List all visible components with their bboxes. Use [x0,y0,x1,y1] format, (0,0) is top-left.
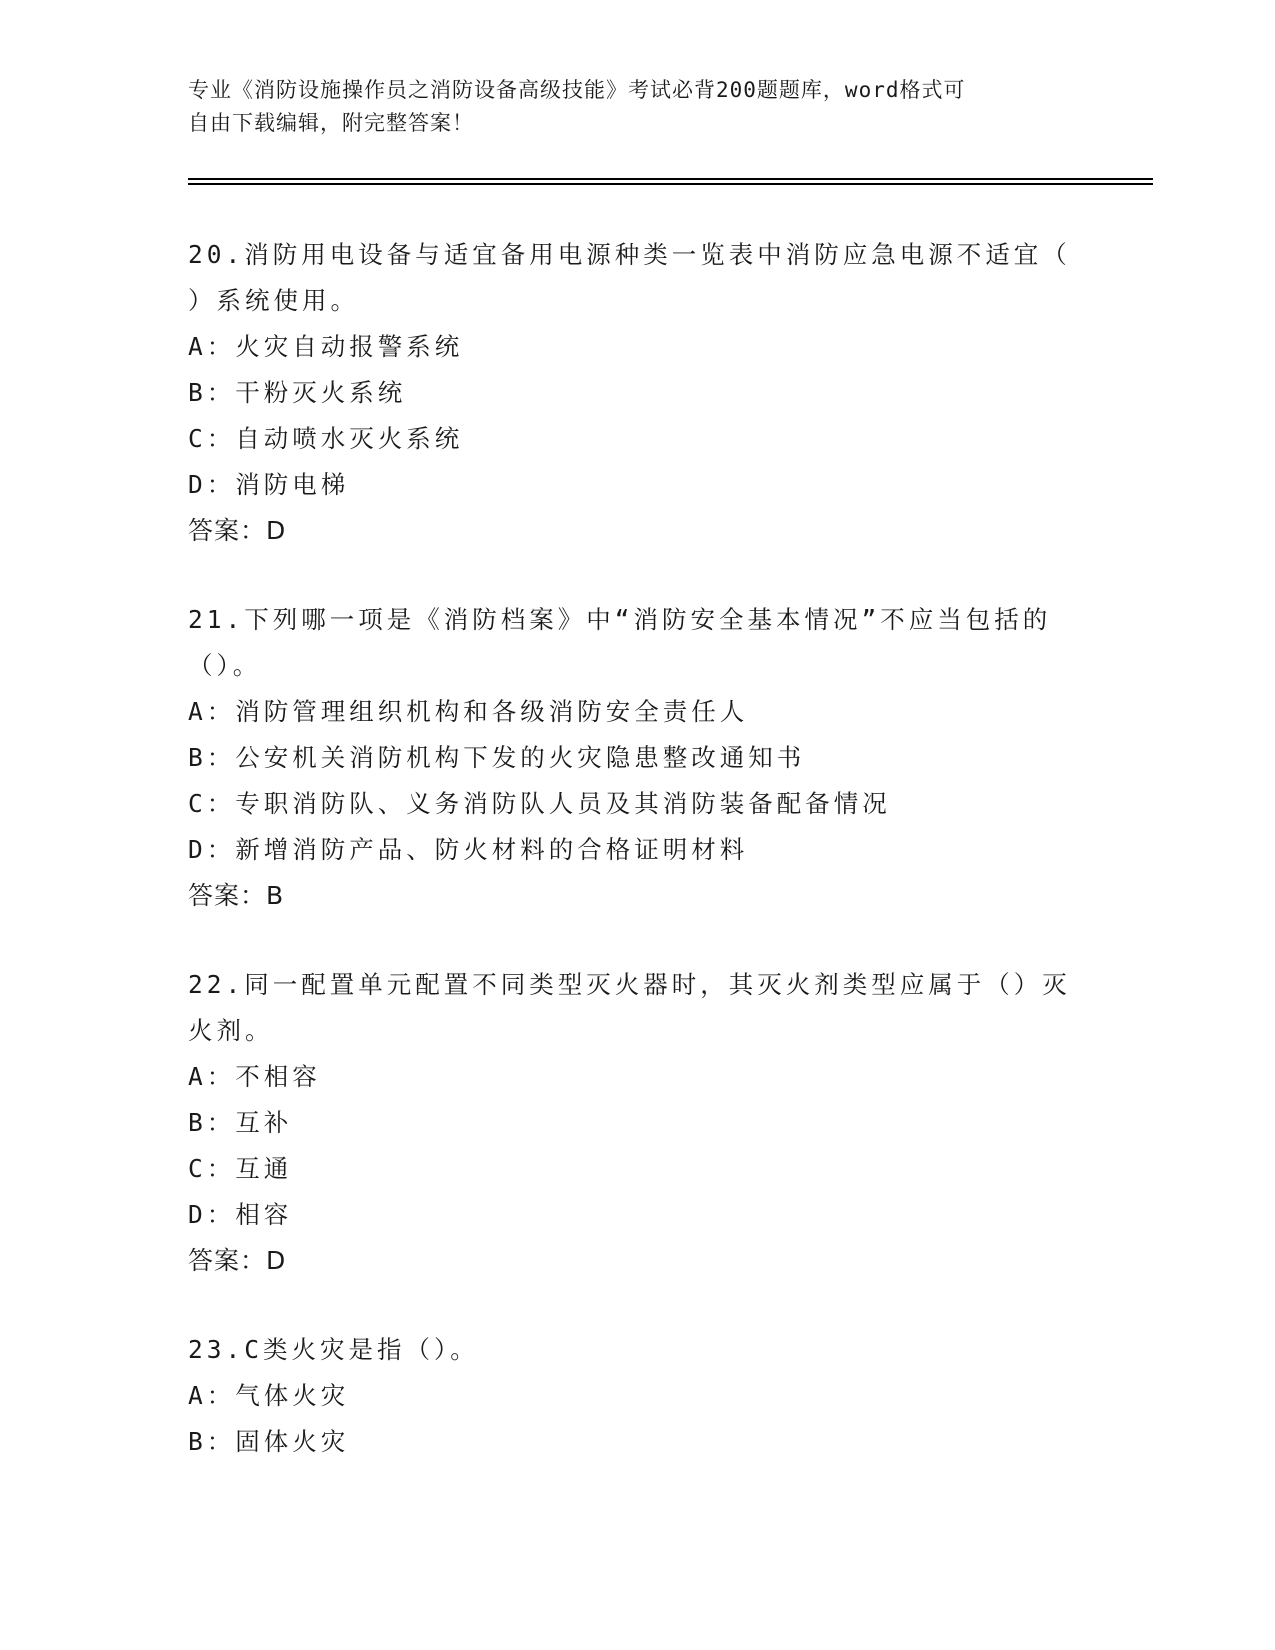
question-stem-line: 火剂。 [188,1016,274,1045]
question-21 [188,597,1088,919]
answer: 答案：B [188,881,285,910]
question-stem-line: （）。 [188,651,262,680]
question-stem-line: 23.C类火灾是指（）。 [188,1335,479,1364]
answer: 答案：D [188,516,287,545]
option-b: B：干粉灭火系统 [188,378,407,407]
option-b: B：公安机关消防机构下发的火灾隐患整改通知书 [188,743,806,772]
option-b: B：互补 [188,1108,293,1137]
question-stem-line: 21.下列哪一项是《消防档案》中“消防安全基本情况”不应当包括的 [188,605,1052,634]
option-c: C：互通 [188,1154,293,1183]
option-a: A：气体火灾 [188,1381,350,1410]
option-a: A：不相容 [188,1062,321,1091]
option-d: D：消防电梯 [188,470,350,499]
header-line-2: 自由下载编辑，附完整答案！ [188,111,474,135]
question-22 [188,962,1088,1284]
option-b: B：固体火灾 [188,1427,350,1456]
option-a: A：消防管理组织机构和各级消防安全责任人 [188,697,749,726]
option-a: A：火灾自动报警系统 [188,332,464,361]
question-20 [188,232,1088,554]
option-c: C：专职消防队、义务消防队人员及其消防装备配备情况 [188,789,891,818]
header-line-1: 专业《消防设施操作员之消防设备高级技能》考试必背200题题库，word格式可 [188,78,966,102]
header-divider-bottom [188,183,1153,185]
document-header [188,74,1068,140]
option-d: D：新增消防产品、防火材料的合格证明材料 [188,835,749,864]
header-divider-top [188,178,1153,180]
question-stem-line: ）系统使用。 [188,286,359,315]
answer: 答案：D [188,1246,287,1275]
option-c: C：自动喷水灭火系统 [188,424,464,453]
option-d: D：相容 [188,1200,293,1229]
question-stem-line: 20.消防用电设备与适宜备用电源种类一览表中消防应急电源不适宜（ [188,240,1071,269]
question-23 [188,1327,1088,1465]
question-stem-line: 22.同一配置单元配置不同类型灭火器时，其灭火剂类型应属于（）灭 [188,970,1071,999]
